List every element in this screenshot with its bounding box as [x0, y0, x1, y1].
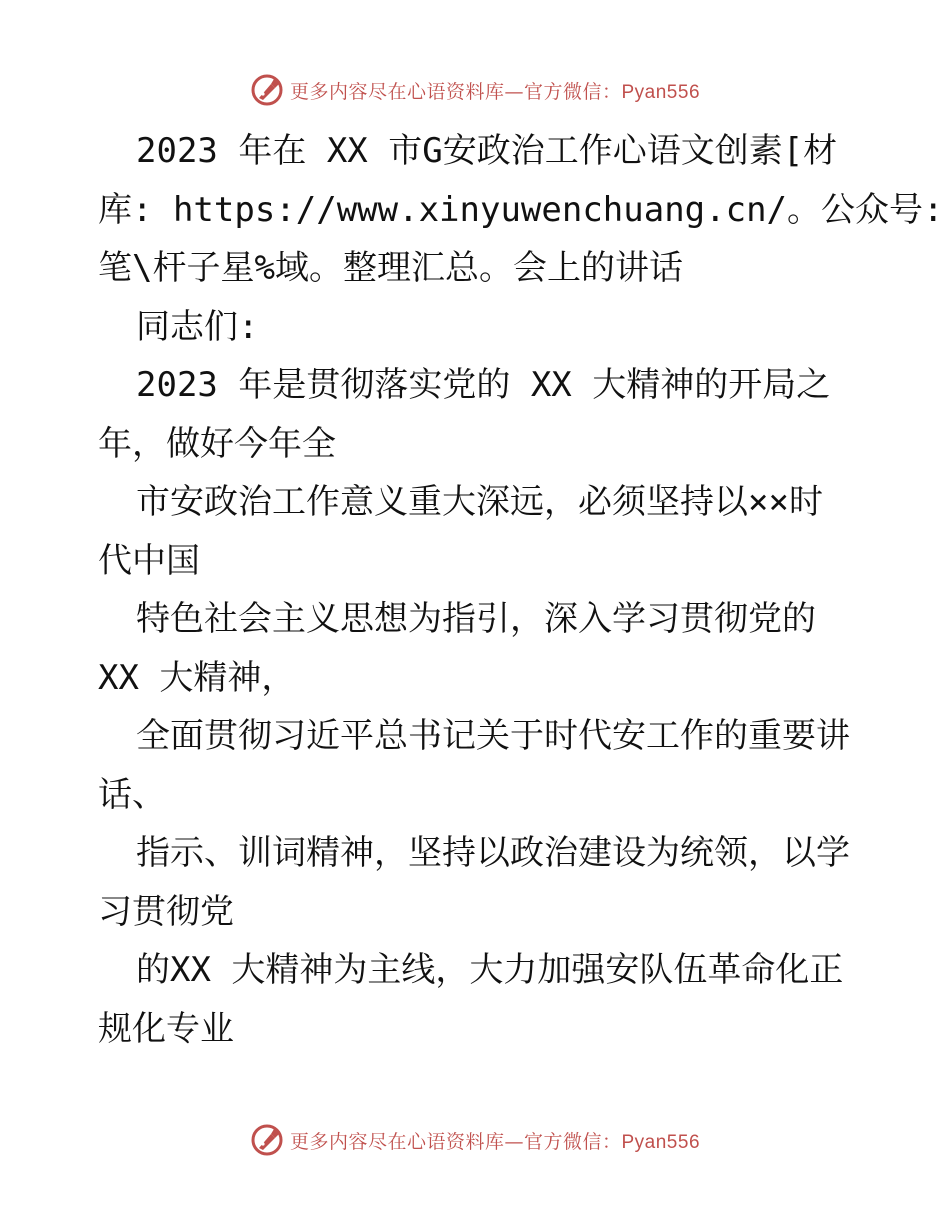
text-line: 习贯彻党: [98, 891, 234, 932]
text-line: 特色社会主义思想为指引，深入学习贯彻党的: [136, 599, 816, 639]
text-line: 市安政治工作意义重大深远，必须坚持以××时: [136, 482, 823, 522]
text-line: 同志们:: [136, 306, 259, 347]
header-banner: [0, 70, 950, 110]
pen-logo-icon: [250, 1123, 284, 1157]
text-line: 2023 年在 XX 市G安政治工作心语文创素[材: [136, 131, 838, 171]
pen-logo-icon: [250, 73, 284, 107]
footer-banner-text: 更多内容尽在心语资料库—官方微信：Pyan556: [289, 1130, 701, 1153]
text-line: 全面贯彻习近平总书记关于时代安工作的重要讲: [136, 716, 850, 756]
text-line: 笔\杆子星%域。整理汇总。会上的讲话: [98, 248, 683, 288]
text-line: 2023 年是贯彻落实党的 XX 大精神的开局之: [136, 365, 831, 405]
document-body: [98, 122, 944, 1058]
text-line: 的XX 大精神为主线，大力加强安队伍革命化正: [136, 950, 844, 990]
text-line: 话、: [98, 774, 166, 815]
text-line: 指示、训词精神，坚持以政治建设为统领，以学: [136, 833, 850, 873]
text-line: 年，做好今年全: [98, 423, 336, 464]
text-line: 规化专业: [98, 1008, 234, 1049]
text-line: 代中国: [98, 540, 200, 581]
header-banner-text: 更多内容尽在心语资料库—官方微信：Pyan556: [289, 80, 701, 103]
text-line: 库: https://www.xinyuwenchuang.cn/。公众号:: [98, 189, 944, 230]
text-line: XX 大精神，: [98, 657, 296, 698]
footer-banner: [0, 1120, 950, 1160]
